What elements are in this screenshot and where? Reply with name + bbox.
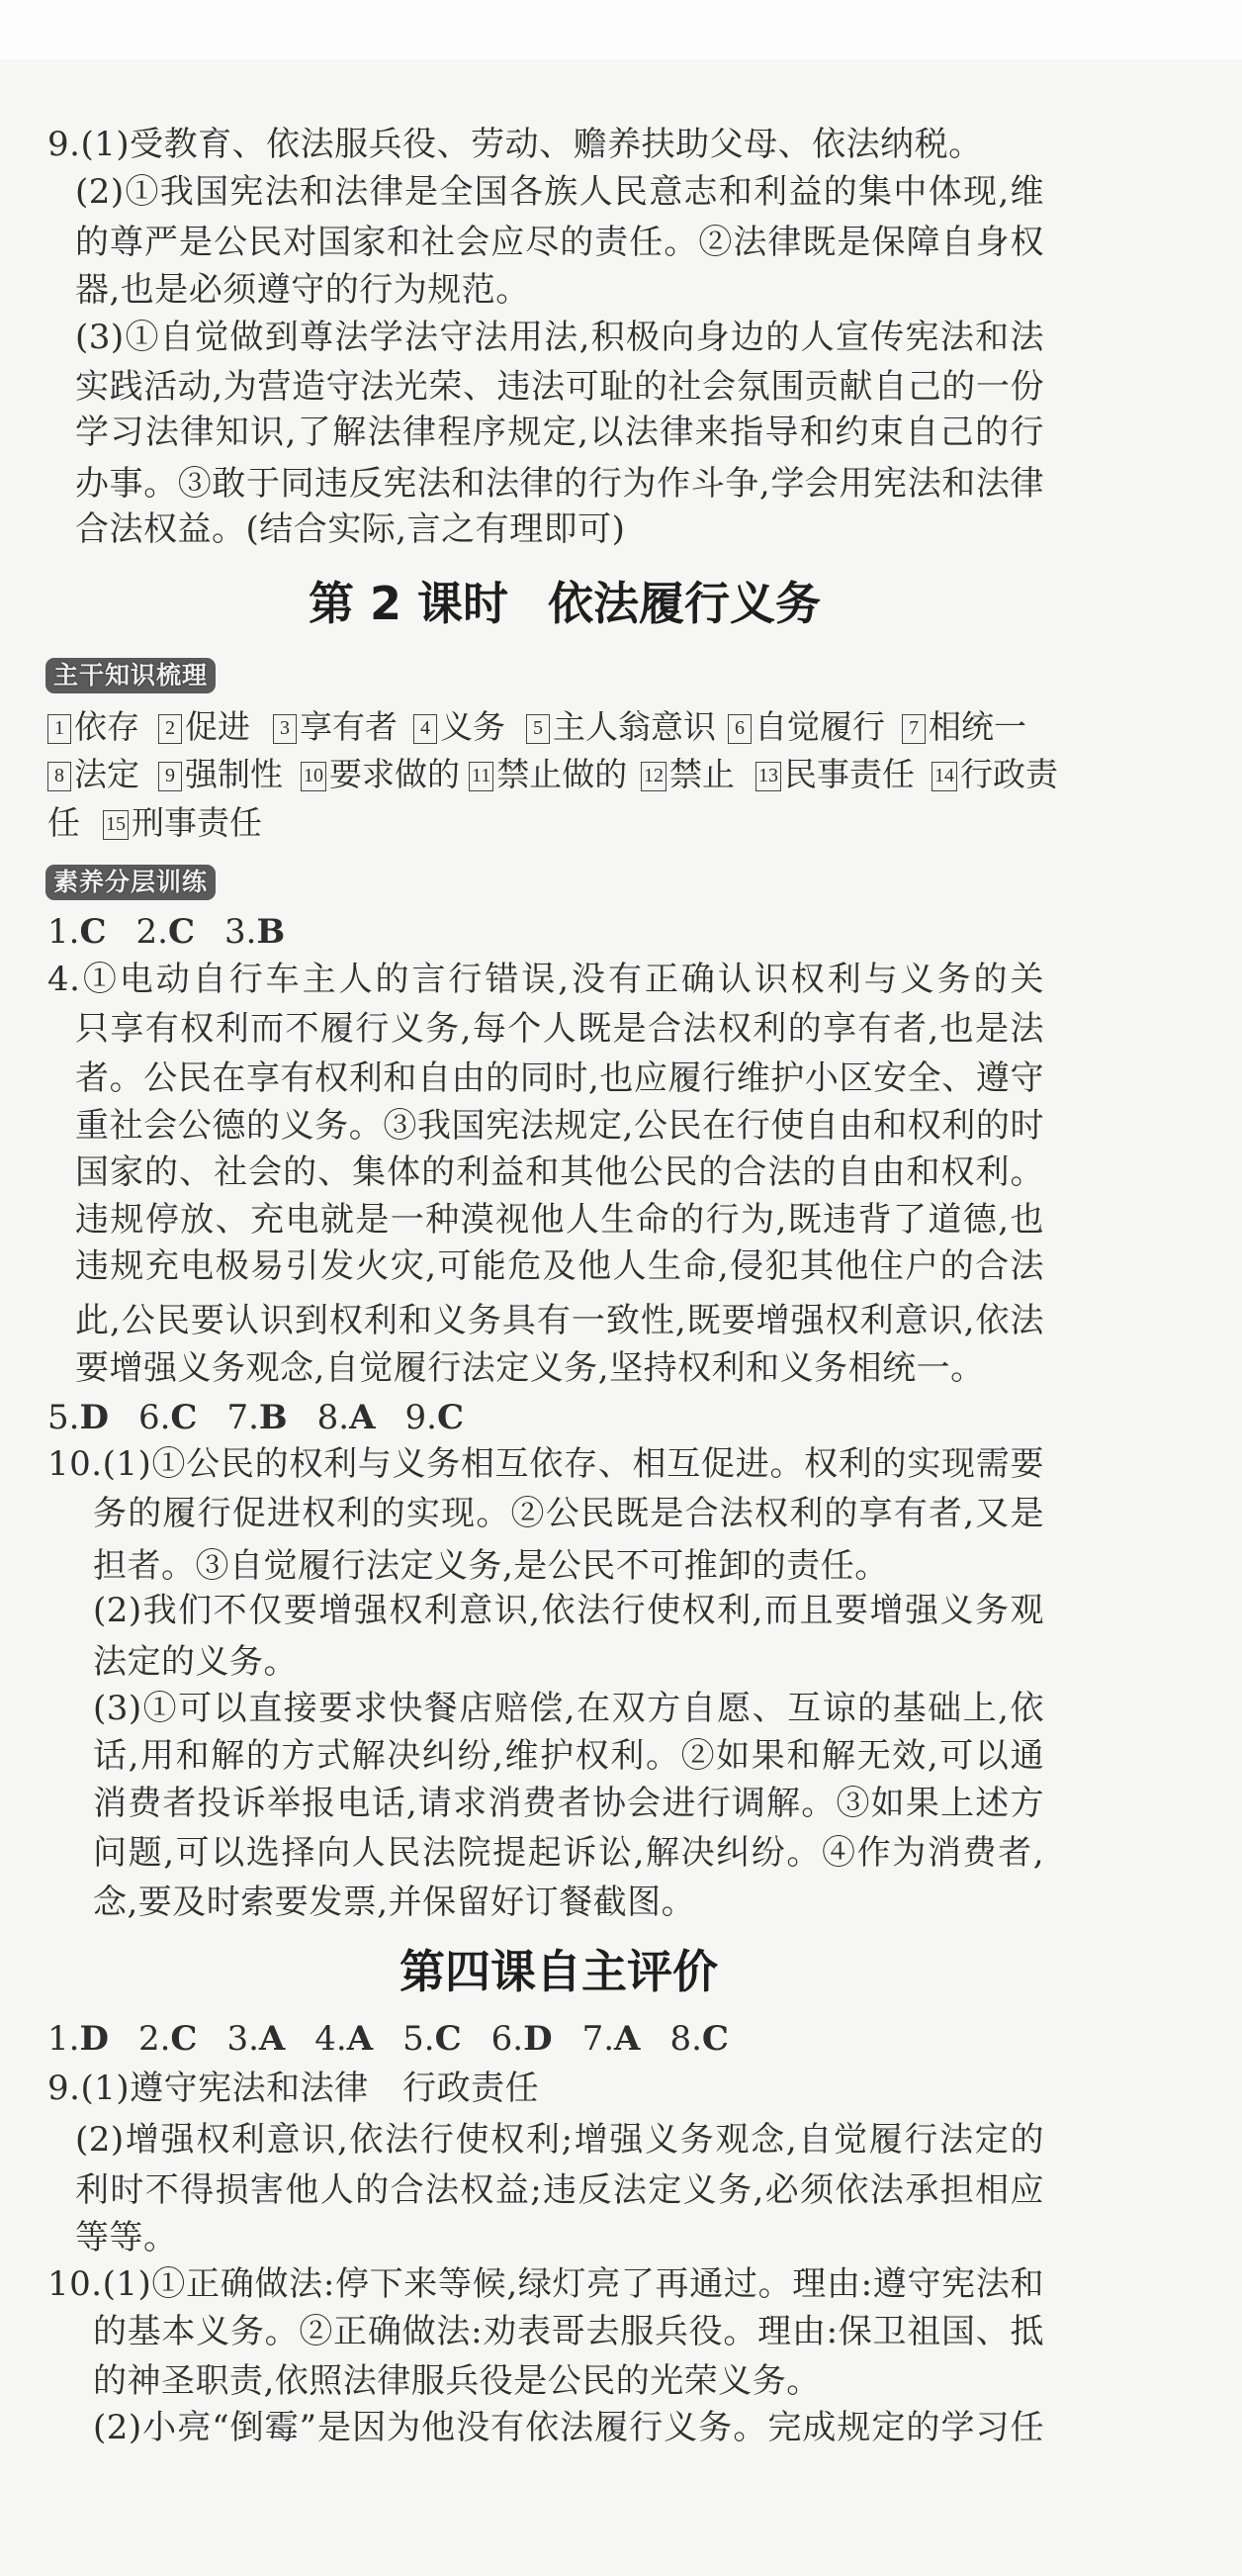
question-number: 5. xyxy=(47,1398,80,1437)
keyword-text: 禁止做的 xyxy=(496,755,628,793)
text-line: (2)①我国宪法和法律是全国各族人民意志和利益的集中体现,维 xyxy=(75,172,1044,212)
boxed-number: 7 xyxy=(902,714,926,744)
text-line: 消费者投诉举报电话,请求消费者协会进行调解。③如果上述方 xyxy=(93,1784,1044,1823)
answer-letter: A xyxy=(346,2019,374,2059)
keyword-text: 行政责 xyxy=(960,755,1058,793)
text-line: 10.(1)①公民的权利与义务相互依存、相互促进。权利的实现需要 xyxy=(47,1444,1044,1484)
boxed-number: 1 xyxy=(47,714,71,744)
text-line: 话,用和解的方式解决纠纷,维护权利。②如果和解无效,可以通 xyxy=(93,1736,1044,1776)
answer-row xyxy=(47,2015,758,2063)
keyword-item xyxy=(641,751,735,798)
keyword-text: 要求做的 xyxy=(329,755,460,793)
question-number: 3. xyxy=(226,2019,259,2059)
keyword-text: 民事责任 xyxy=(784,755,915,793)
answer-letter: A xyxy=(258,2019,286,2059)
heading-lesson-number: 第 2 课时 xyxy=(309,577,509,630)
text-line: 者。公民在享有权利和自由的同时,也应履行维护小区安全、遵守 xyxy=(75,1058,1044,1098)
keyword-text: 相统一 xyxy=(929,707,1026,746)
keyword-item xyxy=(47,751,139,798)
keyword-item xyxy=(158,751,283,798)
question-number: 2. xyxy=(137,2019,171,2059)
text-line: 违规停放、充电就是一种漠视他人生命的行为,既违背了道德,也 xyxy=(75,1200,1044,1240)
answer-letter: C xyxy=(434,2019,462,2059)
keyword-item xyxy=(413,703,505,751)
answer-letter: B xyxy=(258,1398,288,1437)
text-line: 的尊严是公民对国家和社会应尽的责任。②法律既是保障自身权 xyxy=(75,223,1044,262)
keyword-item xyxy=(526,703,716,751)
answer-row xyxy=(47,908,314,956)
question-number: 7. xyxy=(581,2019,615,2059)
boxed-number: 13 xyxy=(755,762,781,791)
answer-letter: D xyxy=(79,2019,109,2059)
keyword-item xyxy=(158,703,250,751)
question-number: 4. xyxy=(314,2019,347,2059)
keyword-item xyxy=(932,751,1058,798)
text-line: 重社会公德的义务。③我国宪法规定,公民在行使自由和权利的时 xyxy=(75,1106,1044,1146)
keyword-text: 依存 xyxy=(74,707,139,746)
question-number: 5. xyxy=(402,2019,435,2059)
keyword-text: 自觉履行 xyxy=(754,707,885,746)
text-line: 4.①电动自行车主人的言行错误,没有正确认识权利与义务的关 xyxy=(47,960,1044,999)
keyword-wrap-text: 任 xyxy=(47,803,80,842)
answer-letter: C xyxy=(167,912,196,952)
answer-row xyxy=(47,1394,493,1441)
question-number: 6. xyxy=(490,2019,524,2059)
boxed-number: 5 xyxy=(526,714,550,744)
question-number: 2. xyxy=(135,912,168,952)
text-line: 器,也是必须遵守的行为规范。 xyxy=(75,270,530,310)
question-number: 6. xyxy=(137,1398,171,1437)
question-number: 1. xyxy=(47,2019,80,2059)
text-line: (2)我们不仅要增强权利意识,依法行使权利,而且要增强义务观 xyxy=(93,1591,1044,1630)
answer-letter: C xyxy=(701,2019,729,2059)
keyword-item xyxy=(902,703,1026,751)
boxed-number: 10 xyxy=(301,762,326,791)
text-line: 10.(1)①正确做法:停下来等候,绿灯亮了再通过。理由:遵守宪法和 xyxy=(47,2264,1044,2304)
keyword-item xyxy=(47,703,139,751)
keyword-text: 刑事责任 xyxy=(132,803,262,842)
text-line: 法定的义务。 xyxy=(93,1642,298,1682)
answer-letter: C xyxy=(170,2019,198,2059)
text-line: 的基本义务。②正确做法:劝表哥去服兵役。理由:保卫祖国、抵 xyxy=(93,2312,1044,2351)
text-line: 9.(1)受教育、依法服兵役、劳动、赡养扶助父母、依法纳税。 xyxy=(47,125,983,164)
text-line: 办事。③敢于同违反宪法和法律的行为作斗争,学会用宪法和法律 xyxy=(75,464,1044,504)
text-line: (3)①可以直接要求快餐店赔偿,在双方自愿、互谅的基础上,依 xyxy=(93,1689,1044,1728)
boxed-number: 3 xyxy=(273,714,297,744)
boxed-number: 8 xyxy=(47,762,71,791)
keyword-item xyxy=(755,751,915,798)
answer-letter: B xyxy=(256,912,286,952)
text-line: 利时不得损害他人的合法权益;违反法定义务,必须依法承担相应 xyxy=(75,2170,1044,2210)
section-badge-training: 素养分层训练 xyxy=(45,865,216,900)
text-line: 实践活动,为营造守法光荣、违法可耻的社会氛围贡献自己的一份 xyxy=(75,367,1044,407)
keyword-item xyxy=(103,799,262,847)
boxed-number: 12 xyxy=(641,762,666,791)
answer-letter: D xyxy=(523,2019,553,2059)
keyword-text: 享有者 xyxy=(300,707,398,746)
keyword-item xyxy=(469,751,627,798)
text-line: 念,要及时索要发票,并保留好订餐截图。 xyxy=(93,1883,696,1922)
text-line: 合法权益。(结合实际,言之有理即可) xyxy=(75,509,626,549)
question-number: 8. xyxy=(669,2019,702,2059)
text-line: 违规充电极易引发火灾,可能危及他人生命,侵犯其他住户的合法 xyxy=(75,1246,1044,1286)
keyword-text: 主人翁意识 xyxy=(553,707,716,746)
text-line: 等等。 xyxy=(75,2218,178,2257)
text-line: 此,公民要认识到权利和义务具有一致性,既要增强权利意识,依法 xyxy=(75,1301,1044,1340)
answer-letter: C xyxy=(436,1398,465,1437)
page-top-margin xyxy=(0,0,1242,59)
text-line: 担者。③自觉履行法定义务,是公民不可推卸的责任。 xyxy=(93,1546,889,1586)
boxed-number: 6 xyxy=(728,714,752,744)
boxed-number: 14 xyxy=(932,762,957,791)
question-number: 9. xyxy=(404,1398,437,1437)
keyword-item xyxy=(728,703,885,751)
question-number: 3. xyxy=(224,912,257,952)
heading-lesson-title: 依法履行义务 xyxy=(548,577,822,630)
question-number: 1. xyxy=(47,912,80,952)
section-heading: 第四课自主评价 xyxy=(399,1945,718,1998)
keyword-text: 义务 xyxy=(440,707,505,746)
question-number: 7. xyxy=(226,1398,259,1437)
text-line: 要增强义务观念,自觉履行法定义务,坚持权利和义务相统一。 xyxy=(75,1348,985,1388)
text-line: 国家的、社会的、集体的利益和其他公民的合法的自由和权利。 xyxy=(75,1152,1044,1192)
boxed-number: 9 xyxy=(158,762,182,791)
text-line: 务的履行促进权利的实现。②公民既是合法权利的享有者,又是 xyxy=(93,1494,1044,1533)
answer-letter: C xyxy=(79,912,107,952)
section-badge-knowledge: 主干知识梳理 xyxy=(45,658,216,693)
boxed-number: 2 xyxy=(158,714,182,744)
keyword-item xyxy=(301,751,460,798)
question-number: 8. xyxy=(316,1398,350,1437)
keyword-text: 促进 xyxy=(185,707,250,746)
text-line: 学习法律知识,了解法律程序规定,以法律来指导和约束自己的行 xyxy=(75,413,1044,452)
text-line: (3)①自觉做到尊法学法守法用法,积极向身边的人宣传宪法和法 xyxy=(75,318,1044,357)
answer-letter: A xyxy=(349,1398,376,1437)
text-line: 的神圣职责,依照法律服兵役是公民的光荣义务。 xyxy=(93,2361,821,2401)
boxed-number: 15 xyxy=(103,810,129,840)
answer-letter: D xyxy=(79,1398,109,1437)
keyword-item xyxy=(273,703,398,751)
boxed-number: 4 xyxy=(413,714,437,744)
text-line: 9.(1)遵守宪法和法律 行政责任 xyxy=(47,2069,540,2108)
text-line: 只享有权利而不履行义务,每个人既是合法权利的享有者,也是法 xyxy=(75,1009,1044,1049)
answer-letter: A xyxy=(614,2019,641,2059)
keyword-text: 强制性 xyxy=(185,755,283,793)
text-line: (2)小亮“倒霉”是因为他没有依法履行义务。完成规定的学习任 xyxy=(93,2408,1044,2447)
keyword-text: 法定 xyxy=(74,755,139,793)
section-heading xyxy=(309,574,821,633)
text-line: (2)增强权利意识,依法行使权利;增强义务观念,自觉履行法定的 xyxy=(75,2120,1044,2160)
answer-letter: C xyxy=(170,1398,198,1437)
boxed-number: 11 xyxy=(469,762,493,791)
text-line: 问题,可以选择向人民法院提起诉讼,解决纠纷。④作为消费者, xyxy=(93,1833,1044,1873)
keyword-text: 禁止 xyxy=(669,755,735,793)
